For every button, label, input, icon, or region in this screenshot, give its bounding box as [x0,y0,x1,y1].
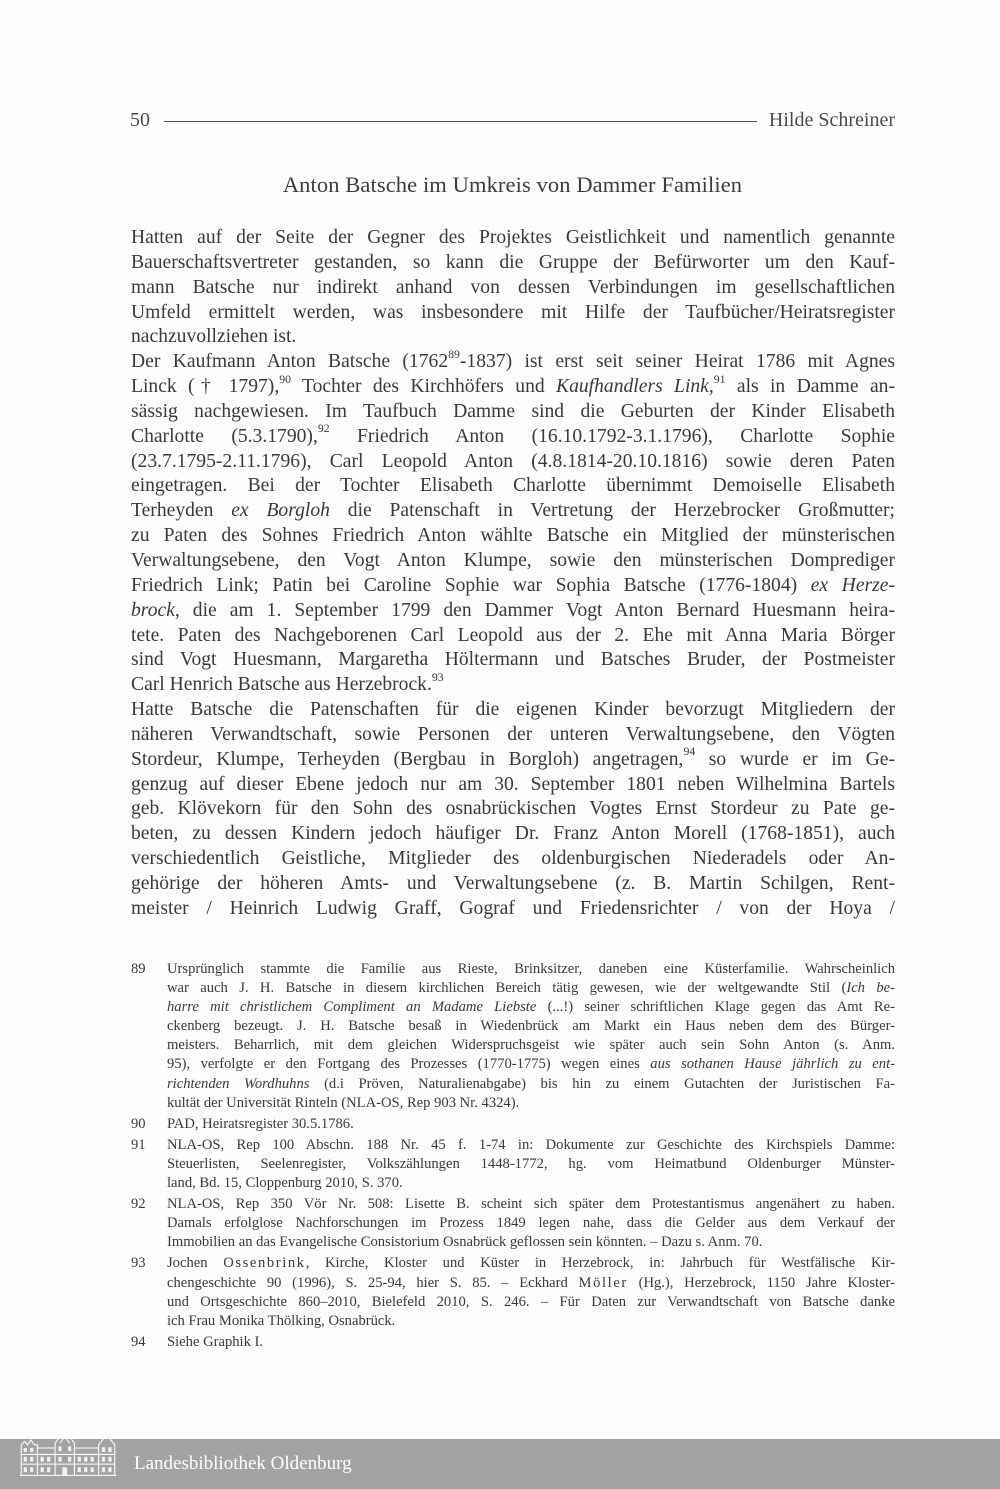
body-line [131,797,895,822]
footnote-line [167,1274,895,1293]
text-run: Jochen [167,1255,224,1272]
body-line [131,574,895,599]
footnote-reference[interactable]: 94 [683,745,696,759]
text-run: eingetragen. Bei der Tochter Elisabeth Charlotte übernimmt Demoiselle Elisabeth [131,475,895,497]
footnote-number: 94 [131,1333,146,1350]
footnote-line [167,1195,895,1214]
footnote-line [167,1055,895,1074]
text-run: nachzuvollziehen ist. [131,326,297,348]
text-run: ich Frau Monika Thölking, Osnabrück. [167,1312,396,1329]
text-run: , Kirche, Kloster und Küster in Herzebrock, in: Jahrbuch für Westfälische Kir- [305,1255,895,1272]
footnote [131,1115,895,1134]
text-run: NLA-OS, Rep 100 Abschn. 188 Nr. 45 f. 1-74 in: Dokumente zur Geschichte des Kirchspiels Damme: [167,1136,895,1153]
text-run: näheren Verwandtschaft, sowie Personen der unteren Verwaltungsebene, den Vögten [131,723,895,745]
body-line [131,251,895,276]
footnotes [131,960,895,1354]
text-run: so wurde er im Ge- [695,748,895,770]
body-line [131,599,895,624]
body-line [131,698,895,723]
text-run: meister / Heinrich Ludwig Graff, Gograf und Friedensrichter / von der Hoya / [131,897,895,919]
text-run: Hatten auf der Seite der Gegner des Projektes Geistlichkeit und namentlich genannte [131,227,895,248]
footnote-line [167,1312,895,1331]
text-run: gehörige der höheren Amts- und Verwaltungsebene (z. B. Martin Schilgen, Rent- [131,872,895,894]
footnote-line [167,1214,895,1233]
text-run: PAD, Heiratsregister 30.5.1786. [167,1115,354,1132]
body-line [131,226,895,251]
text-run: , die am 1. September 1799 den Dammer Vogt Anton Bernard Huesmann heira- [174,599,895,621]
author-name-spaced: Möller [578,1274,628,1291]
text-run: war auch J. H. Batsche in diesem kirchlichen Bereich tätig gewesen, wie der weltgewandte Stil ( [167,980,847,997]
text-run: Siehe Graphik I. [167,1333,264,1350]
text-run: Umfeld ermittelt werden, was insbesondere mit Hilfe der Taufbücher/Heiratsregister [131,301,895,323]
footnote-number: 91 [131,1136,146,1153]
text-run: Bauerschaftsvertreter gestanden, so kann die Gruppe der Befürworter um den Kauf- [131,251,895,273]
page-number: 50 [130,108,150,131]
text-run: Carl Henrich Batsche aus Herzebrock. [131,674,432,696]
text-run: sind Vogt Huesmann, Margaretha Höltermann und Batsches Bruder, der Postmeister [131,649,895,671]
body-line [131,822,895,847]
text-run: Friedrich Link; Patin bei Caroline Sophie war Sophia Batsche (1776-1804) [131,574,811,596]
footnote-line [167,1094,895,1113]
text-run: Immobilien an das Evangelische Consistorium Osnabrück geflossen sein könnten. – Dazu s. Anm. 70. [167,1234,763,1251]
body-line [131,624,895,649]
text-run: chengeschichte 90 (1996), S. 25-94, hier S. 85. – Eckhard [167,1274,579,1291]
footnote [131,1254,895,1330]
footnote-number: 93 [131,1255,146,1272]
header-rule [164,121,757,122]
body-line [131,745,895,773]
text-run: Verwaltungsebene, den Vogt Anton Klumpe, sowie den münsterischen Domprediger [131,549,895,571]
footnote [131,1195,895,1252]
footnote-line [167,1136,895,1155]
body-line [131,276,895,301]
running-header [130,106,895,134]
footnote-reference[interactable]: 90 [279,372,291,386]
body-line [131,897,895,922]
text-run: 95), verfolgte er den Fortgang des Prozesses (1770-1775) wegen eines [167,1056,651,1073]
body-line [131,450,895,475]
italic-run: aus sothanen Hause jährlich zu ent- [650,1056,895,1073]
text-run: verschiedentlich Geistliche, Mitglieder des oldenburgischen Niederadels oder An- [131,848,895,870]
library-footer-bar [0,1439,1000,1489]
library-name: Landesbibliothek Oldenburg [134,1453,352,1474]
text-run: Der Kaufmann Anton Batsche (1762 [131,351,449,373]
body-text [131,226,895,922]
footnote-line [167,960,895,979]
text-run: Friedrich Anton (16.10.1792-3.1.1796), Charlotte Sophie [329,425,895,447]
text-run: Charlotte (5.3.1790), [131,425,318,447]
text-run: (Hg.), Herzebrock, 1150 Jahre Kloster- [627,1274,895,1291]
footnote [131,1333,895,1352]
section-title: Anton Batsche im Umkreis von Dammer Familien [282,172,743,197]
text-run: (d.i Pröven, Naturalienabgabe) bis hin zu einem Gutachten der Juristischen Fa- [309,1075,895,1092]
italic-run: richtenden Wordhuhns [167,1075,310,1092]
text-run: Stordeur, Klumpe, Terheyden (Bergbau in Borgloh) angetragen, [131,748,684,770]
footnote-line [167,1075,895,1094]
footnote-number: 92 [131,1196,146,1213]
text-run: Ursprünglich stammte die Familie aus Rieste, Brinksitzer, daneben eine Küsterfamilie. Wahrscheinlich [167,961,895,977]
footnote-reference[interactable]: 92 [317,422,330,436]
running-header-author: Hilde Schreiner [768,108,895,131]
text-run: meisters. Beharrlich, mit dem gleichen Widerspruchsgeist wie später auch sein Sohn Anton (s. Anm. [167,1037,895,1054]
body-line [131,847,895,872]
text-run: beten, zu dessen Kindern jedoch häufiger Dr. Franz Anton Morell (1768-1851), auch [131,823,895,845]
footnote-line [167,979,895,998]
footnote-line [167,1293,895,1312]
italic-run: harre mit christlichem Compliment an Madame Liebste [167,999,537,1016]
body-line [131,524,895,549]
text-run: -1837) ist erst seit seiner Heirat 1786 mit Agnes [459,351,895,373]
footnote-line [167,1017,895,1036]
body-line [131,872,895,897]
footnote-number: 89 [131,961,146,977]
footnote-line [167,1155,895,1174]
text-run: als in Damme an- [725,376,895,398]
body-line [131,648,895,673]
body-line [131,549,895,574]
body-line [131,347,895,375]
text-run: tete. Paten des Nachgeborenen Carl Leopold aus der 2. Ehe mit Anna Maria Börger [131,624,895,646]
italic-run: Ich be- [846,980,895,997]
body-line [131,372,895,400]
footnote-line [167,1254,895,1273]
footnote-reference[interactable]: 91 [713,372,726,386]
text-run: mann Batsche nur indirekt anhand von dessen Verbindungen im gesellschaftlichen [131,276,895,298]
text-run: Hatte Batsche die Patenschaften für die eigenen Kinder bevorzugt Mitgliedern der [131,699,895,721]
footnote-number: 90 [131,1115,146,1132]
text-run: kultät der Universität Rinteln (NLA-OS, Rep 903 Nr. 4324). [167,1094,520,1111]
footnote-line [167,1174,895,1193]
body-line [131,325,895,350]
text-run: zu Paten des Sohnes Friedrich Anton wählte Batsche ein Mitglied der münsterischen [131,525,895,547]
body-line [131,723,895,748]
footnote-line [167,1333,895,1352]
italic-run: ex Herze- [810,574,895,596]
text-run: (...!) seiner schriftlichen Klage gegen das Amt Re- [536,999,896,1016]
text-run: Terheyden [131,500,232,522]
text-run: land, Bd. 15, Cloppenburg 2010, S. 370. [167,1175,403,1192]
footnote [131,960,895,1113]
text-run: geb. Klövekorn für den Sohn des osnabrückischen Vogtes Ernst Stordeur zu Pate ge- [131,798,895,820]
footnote [131,1136,895,1193]
footnote-line [167,1036,895,1055]
text-run: und Ortsgeschichte 860–2010, Bielefeld 2010, S. 246. – Für Daten zur Verwandtschaft von Batsche danke [167,1293,895,1310]
text-run: ckenberg bezeugt. J. H. Batsche besaß in Wiedenbrück am Markt ein Haus neben dem des Bürger- [167,1018,895,1035]
text-run: Tochter des Kirchhöfers und [290,376,557,398]
italic-run: ex Borgloh [231,500,330,522]
body-line [131,499,895,524]
text-run: Linck († 1797), [131,376,280,398]
italic-run: brock [131,599,175,621]
text-run: (23.7.1795-2.11.1796), Carl Leopold Anton (4.8.1814-20.10.1816) sowie deren Paten [131,450,895,472]
footnote-reference[interactable]: 89 [448,347,460,361]
footnote-line [167,998,895,1017]
text-run: Damals erfolglose Nachforschungen im Prozess 1849 legen nahe, dass die Gelder aus dem Verkauf der [167,1215,895,1232]
text-run: NLA-OS, Rep 350 Vör Nr. 508: Lisette B. scheint sich später dem Protestantismus angenähert zu haben. [167,1196,895,1213]
text-run: genzug auf dieser Ebene jedoch nur am 30. September 1801 neben Wilhelmina Bartels [131,773,895,795]
body-line [131,422,895,450]
text-run: sässig nachgewiesen. Im Taufbuch Damme sind die Geburten der Kinder Elisabeth [131,400,895,422]
footnote-reference[interactable]: 93 [431,670,444,684]
body-line [131,301,895,326]
body-line [131,773,895,798]
footnote-line [167,1115,895,1134]
text-run: die Patenschaft in Vertretung der Herzebrocker Großmutter; [329,500,895,522]
body-line [131,670,895,698]
body-line [131,400,895,425]
italic-run: Kaufhandlers Link, [556,376,714,398]
text-run: Steuerlisten, Seelenregister, Volkszählungen 1448-1772, hg. vom Heimatbund Oldenburger Münster- [167,1155,895,1172]
author-name-spaced: Ossenbrink [223,1255,306,1272]
body-line [131,474,895,499]
footnote-line [167,1233,895,1252]
library-building-icon [6,1427,130,1477]
